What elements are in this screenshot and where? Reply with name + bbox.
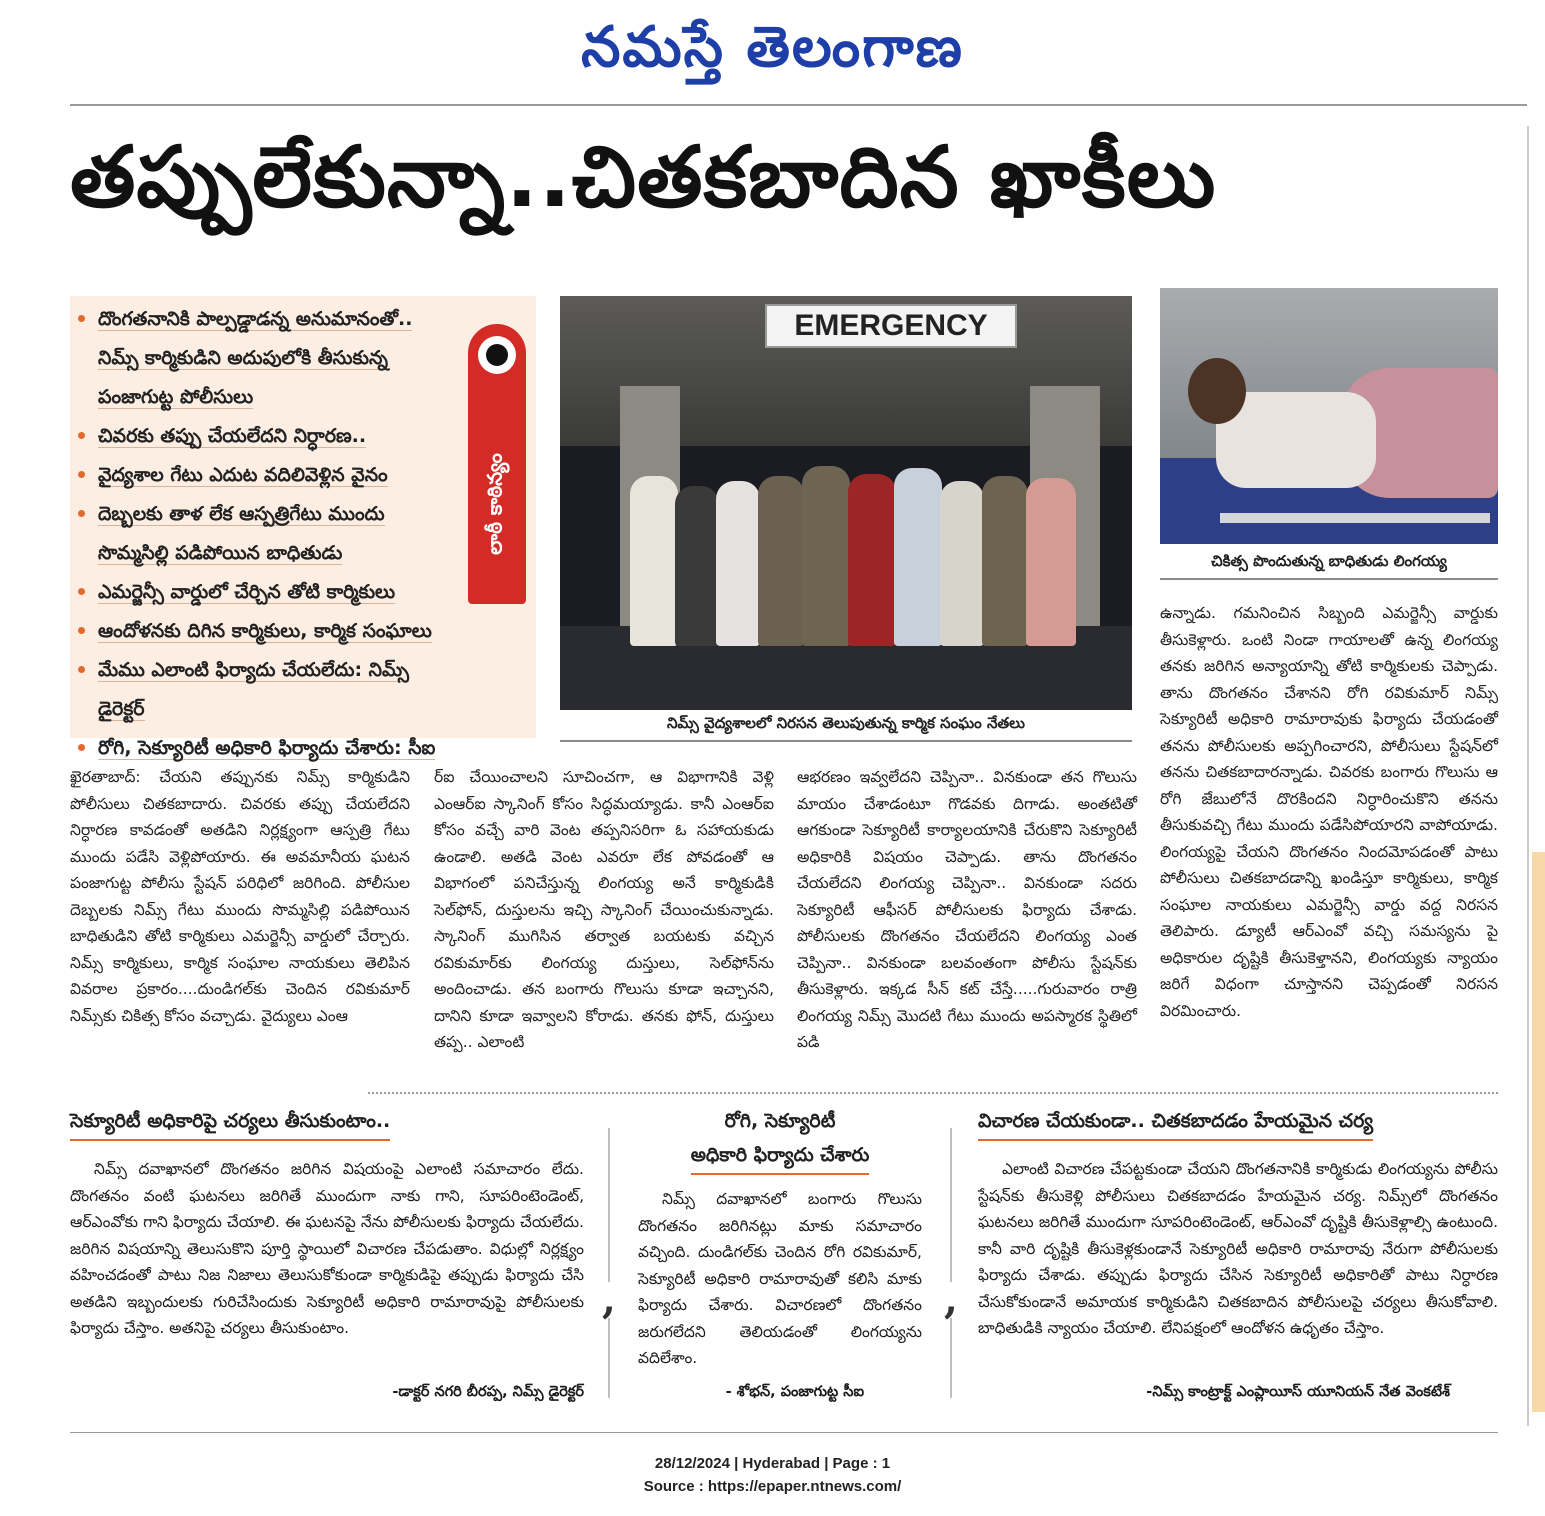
footer-divider xyxy=(70,1432,1498,1433)
highlights-box xyxy=(70,296,536,759)
column-divider xyxy=(608,1128,610,1398)
quote-mark-icon: , xyxy=(600,1282,618,1318)
quote-text-ci: నిమ్స్ దవాఖానలో బంగారు గొలుసు దొంగతనం జరిగినట్లు మాకు సమాచారం వచ్చింది. దుండిగల్‌కు చెందిన రోగి రవికుమార్, సెక్యూరిటీ అధికారి రామారావుతో కలిసి మాకు ఫిర్యాదు చేశారు. విచారణలో దొంగతనం జరుగలేదని తెలియడంతో లింగయ్యను వదిలేశాం. xyxy=(638,1190,922,1367)
quote-signature-union: -నిమ్స్ కాంట్రాక్ట్ ఎంప్లాయీస్ యూనియన్ నేత వెంకటేశ్ xyxy=(1146,1384,1450,1400)
article-column-2: ర్ఐ చేయించాలని సూచించగా, ఆ విభాగానికి వెళ్లి ఎంఆర్ఐ స్కానింగ్ కోసం సిద్ధమయ్యాడు. కానీ ఎంఆర్ఐ కోసం వచ్చే వారి వెంట తప్పనిసరిగా ఓ సహాయకుడు ఉండాలి. అతడి వెంట ఎవరూ లేక పోవడంతో ఆ విభాగంలో పనిచేస్తున్న లింగయ్య అనే కార్మికుడికి సెల్‌ఫోన్, దుస్తులను ఇచ్చి స్కానింగ్ చేయించుకున్నాడు. స్కానింగ్ ముగిసిన తర్వాత బయటకు వచ్చిన రవికుమార్‌కు లింగయ్య దుస్తులు, సెల్‌ఫోన్‌ను అందించాడు. తన బంగారు గొలుసు కూడా ఇచ్చానని, దానిని కూడా ఇవ్వాలని కోరాడు. తనకు ఫోన్, దుస్తులు తప్ప.. ఎలాంటి xyxy=(434,768,774,1051)
victim-photo-caption: చికిత్స పొందుతున్న బాధితుడు లింగయ్య xyxy=(1211,552,1447,570)
bullet-icon xyxy=(78,432,85,439)
protest-photo xyxy=(560,296,1132,710)
right-margin-tab xyxy=(1532,852,1545,1412)
highlight-item: వైద్యశాల గేటు ఎదుట వదిలివెళ్లిన వైనం xyxy=(70,456,450,495)
bullet-icon xyxy=(78,744,85,751)
highlight-item: రోగి, సెక్యూరిటీ అధికారి ఫిర్యాదు చేశారు: సీఐ xyxy=(70,729,450,768)
highlight-item: ఎమర్జెన్సీ వార్డులో చేర్చిన తోటి కార్మికులు xyxy=(70,573,450,612)
section-tag-badge xyxy=(468,324,526,604)
badge-dot-icon xyxy=(478,336,516,374)
highlights-list xyxy=(70,300,450,768)
emergency-sign: EMERGENCY xyxy=(765,304,1017,348)
highlight-item: మేము ఎలాంటి ఫిర్యాదు చేయలేదు: నిమ్స్ డైరెక్టర్ xyxy=(70,651,450,729)
quote-text-union: ఎలాంటి విచారణ చేపట్టకుండా చేయని దొంగతనానికి కార్మికుడు లింగయ్యను పోలీసు స్టేషన్‌కు తీసుకెళ్లి పోలీసులు చితకబాదడం హేయమైన చర్య. నిమ్స్‌లో దొంగతనం ఘటనలు జరిగితే ముందుగా సూపరింటెండెంట్, ఆర్ఎంవో దృష్టికి తీసుకెళ్లాల్సి ఉంటుంది. కానీ వారి దృష్టికి తీసుకెళ్లకుండానే సెక్యూరిటీ అధికారి రామారావు నేరుగా పోలీసులకు ఫిర్యాదు చేశాడు. తప్పుడు ఫిర్యాదు చేసిన సెక్యూరిటీ అధికారితో పాటు నిర్ధారణ చేసుకోకుండానే అమాయక కార్మికుడిని చితకబాదిన పోలీసులపై చర్యలు తీసుకోవాలి. బాధితుడికి న్యాయం చేయాలి. లేనిపక్షంలో ఆందోళన ఉధృతం చేస్తాం. xyxy=(978,1160,1498,1337)
quote-heading-director: సెక్యూరిటీ అధికారిపై చర్యలు తీసుకుంటాం.. xyxy=(70,1110,590,1141)
quote-heading-union: విచారణ చేయకుండా.. చితకబాదడం హేయమైన చర్య xyxy=(978,1110,1498,1141)
footer-date-page: 28/12/2024 | Hyderabad | Page : 1 xyxy=(654,1455,891,1472)
quote-heading-ci-line2: అధికారి ఫిర్యాదు చేశారు xyxy=(632,1144,928,1175)
quote-heading-ci-line1: రోగి, సెక్యూరిటీ xyxy=(724,1110,836,1132)
masthead xyxy=(0,14,1545,94)
column-divider xyxy=(950,1128,952,1398)
highlight-item: దెబ్బలకు తాళ లేక ఆస్పత్రిగేటు ముందు xyxy=(70,495,450,534)
section-tag-label: లాఠీ కాఠిన్యం xyxy=(482,453,507,555)
bullet-icon xyxy=(78,627,85,634)
quote-mark-icon: , xyxy=(942,1282,960,1318)
bullet-icon xyxy=(78,510,85,517)
quote-text-director: నిమ్స్ దవాఖానలో దొంగతనం జరిగిన విషయంపై ఎలాంటి సమాచారం లేదు. దొంగతనం వంటి ఘటనలు జరిగితే ముందుగా నాకు గాని, సూపరింటెండెంట్, ఆర్ఎంవోకు గాని ఫిర్యాదు చేయాలి. ఈ ఘటనపై నేను పోలీసులకు ఫిర్యాదు చేయలేదు. జరిగిన విషయాన్ని తెలుసుకొని పూర్తి స్థాయిలో విచారణ చేపడుతాం. విధుల్లో నిర్లక్ష్యం వహించడంతో పాటు నిజ నిజాలు తెలుసుకోకుండా కార్మికుడిపై తప్పుడు ఫిర్యాదు చేసి అతడిని ఇబ్బందులకు గురిచేసిందుకు సెక్యూరిటీ అధికారి రామారావుపై పోలీసులకు ఫిర్యాదు చేస్తాం. అతనిపై చర్యలు తీసుకుంటాం. xyxy=(70,1160,584,1337)
masthead-divider xyxy=(70,104,1527,106)
article-column-3: ఆభరణం ఇవ్వలేదని చెప్పినా.. వినకుండా తన గొలుసు మాయం చేశాడంటూ గొడవకు దిగాడు. అంతటితో ఆగకుండా సెక్యూరిటీ కార్యాలయానికి చేరుకొని సెక్యూరిటీ అధికారికి విషయం చెప్పాడు. తాను దొంగతనం చేయలేదని లింగయ్య చెప్పినా.. వినకుండా సదరు సెక్యూరిటీ ఆఫీసర్ పోలీసులకు ఫిర్యాదు చేశాడు. పోలీసులకు దొంగతనం చేయలేదని లింగయ్య ఎంత చెప్పినా.. వినకుండా బలవంతంగా పోలీసు స్టేషన్‌కు తీసుకెళ్లారు. ఇక్కడ సీన్ కట్ చేస్తే.....గురువారం రాత్రి లింగయ్య నిమ్స్ మొదటి గేటు ముందు అపస్మారక స్థితిలో పడి xyxy=(797,768,1137,1051)
newspaper-logo: నమస్తే తెలంగాణ xyxy=(581,14,964,80)
quote-signature-director: -డాక్టర్ నగరి బీరప్ప, నిమ్స్ డైరెక్టర్ xyxy=(392,1384,584,1400)
footer-source: Source : https://epaper.ntnews.com/ xyxy=(643,1478,902,1495)
highlight-item: చివరకు తప్పు చేయలేదని నిర్ధారణ.. xyxy=(70,417,450,456)
highlight-item: దొంగతనానికి పాల్పడ్డాడన్న అనుమానంతో.. xyxy=(70,300,450,339)
right-margin-line xyxy=(1527,126,1529,1426)
protest-photo-caption: నిమ్స్ వైద్యశాలలో నిరసన తెలుపుతున్న కార్మిక సంఘం నేతలు xyxy=(667,714,1025,732)
quote-signature-ci: - శోభన్, పంజాగుట్ట సీఐ xyxy=(725,1384,864,1400)
bullet-icon xyxy=(78,315,85,322)
highlight-item: సొమ్మసిల్లి పడిపోయిన బాధితుడు xyxy=(98,542,343,564)
highlight-item: నిమ్స్ కార్మికుడిని అదుపులోకి తీసుకున్న xyxy=(98,347,388,369)
section-divider xyxy=(368,1092,1498,1094)
highlight-item: పంజాగుట్ట పోలీసులు xyxy=(98,386,254,408)
headline: తప్పులేకున్నా..చితకబాదిన ఖాకీలు xyxy=(70,128,1217,226)
article-column-4: ఉన్నాడు. గమనించిన సిబ్బంది ఎమర్జెన్సీ వార్డుకు తీసుకెళ్లారు. ఒంటి నిండా గాయాలతో ఉన్న లింగయ్య తనకు జరిగిన అన్యాయాన్ని తోటి కార్మికులకు చెప్పాడు. తాను దొంగతనం చేశానని రోగి రవికుమార్ నిమ్స్ సెక్యూరిటీ అధికారి రామారావుకు ఫిర్యాదు చేయడంతో తనను పోలీసులకు అప్పగించారని, పోలీసులు స్టేషన్‌లో తనను చితకబాదారన్నాడు. చివరకు బంగారు గొలుసు ఆ రోగి జేబులోనే దొరకిందని నిర్ధారించుకొని తనను తీసుకువచ్చి గేటు ముందు పడేసిపోయారని వాపోయాడు. లింగయ్యపై చేయని దొంగతనం నిందమోపడంతో పాటు పోలీసులు చితకబాదడాన్ని ఖండిస్తూ కార్మికులు, కార్మిక సంఘాల నాయకులు ఎమర్జెన్సీ వార్డు వద్ద నిరసన తెలిపారు. డ్యూటీ ఆర్ఎంవో వచ్చి సమస్యను పై అధికారుల దృష్టికి తీసుకెళ్తానని, లింగయ్యకు న్యాయం జరిగే విధంగా చూస్తానని చెప్పడంతో నిరసన విరమించారు. xyxy=(1160,604,1498,1020)
victim-photo xyxy=(1160,288,1498,544)
protesters-group xyxy=(620,446,1080,646)
bullet-icon xyxy=(78,666,85,673)
article-column-1: ఖైరతాబాద్: చేయని తప్పునకు నిమ్స్ కార్మికుడిని పోలీసులు చితకబాదారు. చివరకు తప్పు చేయలేదని నిర్ధారణ కావడంతో అతడిని నిర్లక్ష్యంగా ఆస్పత్రి గేటు ముందు పడేసి వెళ్లిపోయారు. ఈ అవమానీయ ఘటన పంజాగుట్ట పోలీసు స్టేషన్ పరిధిలో జరిగింది. పోలీసుల దెబ్బలకు నిమ్స్ గేటు ముందు సొమ్మసిల్లి పడిపోయిన బాధితుడిని తోటి కార్మికులు ఎమర్జెన్సీ వార్డులో చేర్చారు. నిమ్స్ కార్మికులు, కార్మిక సంఘాల నాయకులు తెలిపిన వివరాల ప్రకారం....దుండిగల్‌కు చెందిన రవికుమార్ నిమ్స్‌కు చికిత్స కోసం వచ్చాడు. వైద్యులు ఎంఆ xyxy=(70,768,410,1025)
highlight-item: ఆందోళనకు దిగిన కార్మికులు, కార్మిక సంఘాలు xyxy=(70,612,450,651)
bullet-icon xyxy=(78,588,85,595)
bullet-icon xyxy=(78,471,85,478)
